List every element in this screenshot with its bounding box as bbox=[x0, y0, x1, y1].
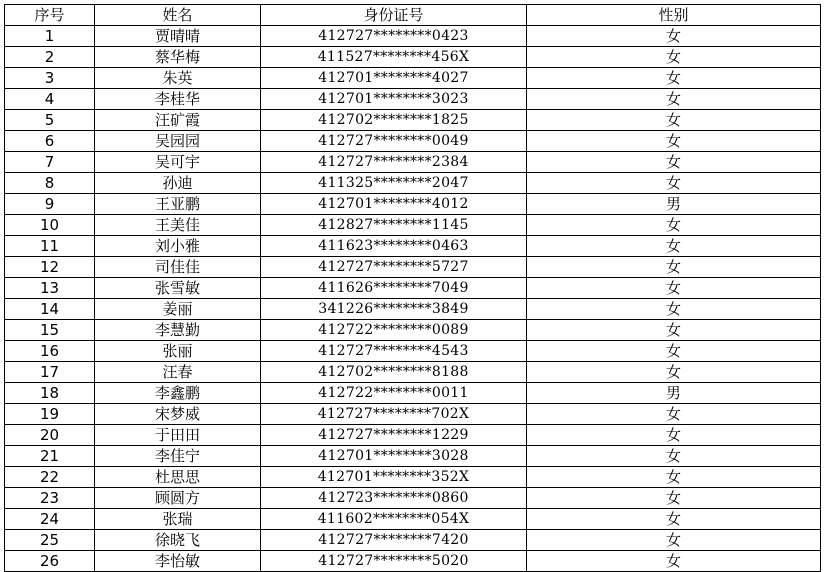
cell-id-number: 412722********0011 bbox=[261, 383, 527, 404]
cell-name: 杜思思 bbox=[95, 467, 261, 488]
cell-name: 王亚鹏 bbox=[95, 194, 261, 215]
table-row bbox=[5, 215, 821, 236]
cell-name: 顾圆方 bbox=[95, 488, 261, 509]
cell-name: 李怡敏 bbox=[95, 551, 261, 572]
cell-id-number: 341226********3849 bbox=[261, 299, 527, 320]
cell-gender: 女 bbox=[527, 320, 821, 341]
cell-gender: 女 bbox=[527, 257, 821, 278]
table-row bbox=[5, 530, 821, 551]
cell-id-number: 412701********3028 bbox=[261, 446, 527, 467]
table-row bbox=[5, 467, 821, 488]
cell-name: 孙迪 bbox=[95, 173, 261, 194]
cell-index: 22 bbox=[5, 467, 95, 488]
cell-index: 26 bbox=[5, 551, 95, 572]
table-row bbox=[5, 488, 821, 509]
cell-name: 张丽 bbox=[95, 341, 261, 362]
table-row bbox=[5, 362, 821, 383]
cell-index: 23 bbox=[5, 488, 95, 509]
cell-gender: 女 bbox=[527, 467, 821, 488]
cell-name: 张雪敏 bbox=[95, 278, 261, 299]
cell-index: 10 bbox=[5, 215, 95, 236]
cell-index: 8 bbox=[5, 173, 95, 194]
roster-sheet bbox=[4, 4, 821, 572]
cell-id-number: 412727********7420 bbox=[261, 530, 527, 551]
table-row bbox=[5, 341, 821, 362]
cell-gender: 女 bbox=[527, 215, 821, 236]
cell-name: 姜丽 bbox=[95, 299, 261, 320]
table-row bbox=[5, 278, 821, 299]
cell-gender: 女 bbox=[527, 173, 821, 194]
table-row bbox=[5, 173, 821, 194]
header-name: 姓名 bbox=[95, 5, 261, 26]
cell-id-number: 412723********0860 bbox=[261, 488, 527, 509]
table-row bbox=[5, 47, 821, 68]
cell-index: 9 bbox=[5, 194, 95, 215]
cell-gender: 女 bbox=[527, 26, 821, 47]
cell-id-number: 412727********0049 bbox=[261, 131, 527, 152]
cell-id-number: 412727********0423 bbox=[261, 26, 527, 47]
cell-name: 蔡华梅 bbox=[95, 47, 261, 68]
cell-id-number: 412827********1145 bbox=[261, 215, 527, 236]
cell-gender: 女 bbox=[527, 236, 821, 257]
cell-id-number: 412702********8188 bbox=[261, 362, 527, 383]
cell-index: 16 bbox=[5, 341, 95, 362]
cell-name: 李慧勤 bbox=[95, 320, 261, 341]
cell-index: 18 bbox=[5, 383, 95, 404]
cell-name: 李佳宁 bbox=[95, 446, 261, 467]
table-row bbox=[5, 26, 821, 47]
cell-name: 张瑞 bbox=[95, 509, 261, 530]
table-row bbox=[5, 383, 821, 404]
cell-index: 13 bbox=[5, 278, 95, 299]
table-row bbox=[5, 194, 821, 215]
cell-gender: 女 bbox=[527, 152, 821, 173]
table-row bbox=[5, 257, 821, 278]
table-row bbox=[5, 68, 821, 89]
cell-id-number: 412727********2384 bbox=[261, 152, 527, 173]
cell-gender: 男 bbox=[527, 383, 821, 404]
cell-name: 朱英 bbox=[95, 68, 261, 89]
cell-name: 刘小雅 bbox=[95, 236, 261, 257]
cell-index: 6 bbox=[5, 131, 95, 152]
cell-gender: 女 bbox=[527, 110, 821, 131]
cell-id-number: 412701********352X bbox=[261, 467, 527, 488]
table-row bbox=[5, 152, 821, 173]
cell-index: 3 bbox=[5, 68, 95, 89]
cell-id-number: 411325********2047 bbox=[261, 173, 527, 194]
cell-index: 17 bbox=[5, 362, 95, 383]
cell-gender: 女 bbox=[527, 488, 821, 509]
table-row bbox=[5, 236, 821, 257]
cell-id-number: 412727********702X bbox=[261, 404, 527, 425]
table-row bbox=[5, 110, 821, 131]
roster-table bbox=[4, 4, 821, 572]
cell-id-number: 412727********5727 bbox=[261, 257, 527, 278]
cell-id-number: 411623********0463 bbox=[261, 236, 527, 257]
cell-gender: 女 bbox=[527, 68, 821, 89]
table-row bbox=[5, 509, 821, 530]
cell-gender: 女 bbox=[527, 131, 821, 152]
cell-index: 25 bbox=[5, 530, 95, 551]
cell-gender: 女 bbox=[527, 446, 821, 467]
cell-id-number: 412727********4543 bbox=[261, 341, 527, 362]
cell-index: 4 bbox=[5, 89, 95, 110]
cell-index: 2 bbox=[5, 47, 95, 68]
table-row bbox=[5, 131, 821, 152]
cell-name: 汪春 bbox=[95, 362, 261, 383]
cell-name: 王美佳 bbox=[95, 215, 261, 236]
cell-gender: 女 bbox=[527, 404, 821, 425]
cell-gender: 男 bbox=[527, 194, 821, 215]
header-row bbox=[5, 5, 821, 26]
cell-gender: 女 bbox=[527, 551, 821, 572]
cell-gender: 女 bbox=[527, 425, 821, 446]
cell-id-number: 411602********054X bbox=[261, 509, 527, 530]
roster-body bbox=[5, 26, 821, 572]
cell-index: 19 bbox=[5, 404, 95, 425]
cell-name: 司佳佳 bbox=[95, 257, 261, 278]
cell-gender: 女 bbox=[527, 47, 821, 68]
cell-id-number: 412727********1229 bbox=[261, 425, 527, 446]
cell-id-number: 412701********4027 bbox=[261, 68, 527, 89]
cell-gender: 女 bbox=[527, 509, 821, 530]
cell-index: 5 bbox=[5, 110, 95, 131]
cell-index: 20 bbox=[5, 425, 95, 446]
cell-index: 7 bbox=[5, 152, 95, 173]
cell-id-number: 412701********3023 bbox=[261, 89, 527, 110]
table-row bbox=[5, 551, 821, 572]
cell-id-number: 411626********7049 bbox=[261, 278, 527, 299]
cell-index: 14 bbox=[5, 299, 95, 320]
cell-index: 21 bbox=[5, 446, 95, 467]
cell-index: 12 bbox=[5, 257, 95, 278]
cell-index: 24 bbox=[5, 509, 95, 530]
cell-id-number: 412701********4012 bbox=[261, 194, 527, 215]
header-id-number: 身份证号 bbox=[261, 5, 527, 26]
cell-id-number: 412702********1825 bbox=[261, 110, 527, 131]
cell-gender: 女 bbox=[527, 530, 821, 551]
cell-gender: 女 bbox=[527, 89, 821, 110]
cell-id-number: 412722********0089 bbox=[261, 320, 527, 341]
cell-index: 1 bbox=[5, 26, 95, 47]
table-row bbox=[5, 425, 821, 446]
table-row bbox=[5, 320, 821, 341]
cell-name: 汪矿霞 bbox=[95, 110, 261, 131]
cell-id-number: 412727********5020 bbox=[261, 551, 527, 572]
table-row bbox=[5, 446, 821, 467]
cell-name: 徐晓飞 bbox=[95, 530, 261, 551]
cell-gender: 女 bbox=[527, 299, 821, 320]
cell-id-number: 411527********456X bbox=[261, 47, 527, 68]
cell-gender: 女 bbox=[527, 341, 821, 362]
cell-name: 宋梦威 bbox=[95, 404, 261, 425]
table-row bbox=[5, 299, 821, 320]
cell-gender: 女 bbox=[527, 362, 821, 383]
cell-index: 11 bbox=[5, 236, 95, 257]
cell-name: 吴园园 bbox=[95, 131, 261, 152]
cell-gender: 女 bbox=[527, 278, 821, 299]
cell-name: 于田田 bbox=[95, 425, 261, 446]
cell-index: 15 bbox=[5, 320, 95, 341]
cell-name: 贾晴晴 bbox=[95, 26, 261, 47]
cell-name: 吴可宇 bbox=[95, 152, 261, 173]
header-index: 序号 bbox=[5, 5, 95, 26]
cell-name: 李鑫鹏 bbox=[95, 383, 261, 404]
table-row bbox=[5, 89, 821, 110]
cell-name: 李桂华 bbox=[95, 89, 261, 110]
header-gender: 性别 bbox=[527, 5, 821, 26]
table-row bbox=[5, 404, 821, 425]
